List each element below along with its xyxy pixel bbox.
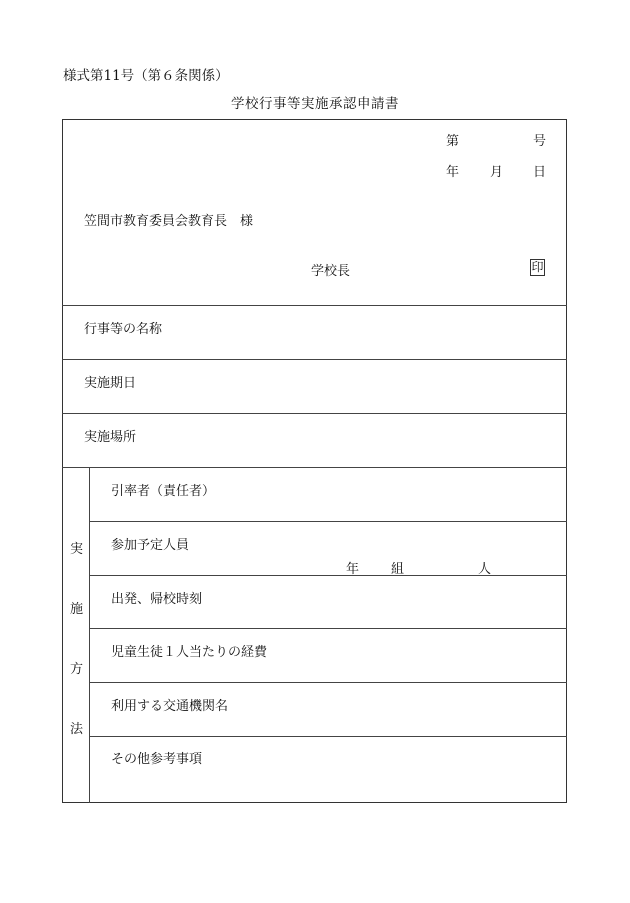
cost-label: 児童生徒１人当たりの経費 — [111, 645, 268, 660]
method-side-label-char: 法 — [70, 722, 84, 737]
method-side-label-char: 方 — [70, 662, 84, 677]
applicant-label: 学校長 — [311, 264, 351, 279]
divider-line — [89, 682, 567, 683]
divider-line — [62, 413, 567, 414]
method-column-divider — [89, 467, 90, 803]
date-day-label: 日 — [533, 165, 547, 180]
place-label: 実施場所 — [84, 430, 137, 445]
leader-label: 引率者（責任者） — [111, 484, 216, 499]
divider-line — [89, 575, 567, 576]
document-number-suffix: 号 — [533, 134, 547, 149]
divider-line — [62, 467, 567, 468]
times-label: 出発、帰校時刻 — [111, 592, 203, 607]
date-year-label: 年 — [446, 165, 460, 180]
participants-label: 参加予定人員 — [111, 538, 190, 553]
other-label: その他参考事項 — [111, 752, 203, 767]
period-label: 実施期日 — [84, 376, 137, 391]
transport-label: 利用する交通機関名 — [111, 699, 229, 714]
divider-line — [89, 628, 567, 629]
method-side-label-char: 施 — [70, 602, 84, 617]
document-number-prefix: 第 — [446, 134, 460, 149]
addressee: 笠間市教育委員会教育長 様 — [84, 214, 254, 229]
divider-line — [89, 521, 567, 522]
participants-class-label: 組 — [391, 562, 405, 577]
participants-people-label: 人 — [478, 562, 492, 577]
event-name-label: 行事等の名称 — [84, 322, 163, 337]
date-month-label: 月 — [490, 165, 504, 180]
participants-year-label: 年 — [346, 562, 360, 577]
method-side-label-char: 実 — [70, 542, 84, 557]
document-title: 学校行事等実施承認申請書 — [231, 96, 399, 112]
divider-line — [62, 359, 567, 360]
divider-line — [62, 305, 567, 306]
divider-line — [89, 736, 567, 737]
form-number-label: 様式第11号（第６条関係） — [63, 68, 229, 84]
seal-mark: 印 — [531, 260, 544, 274]
